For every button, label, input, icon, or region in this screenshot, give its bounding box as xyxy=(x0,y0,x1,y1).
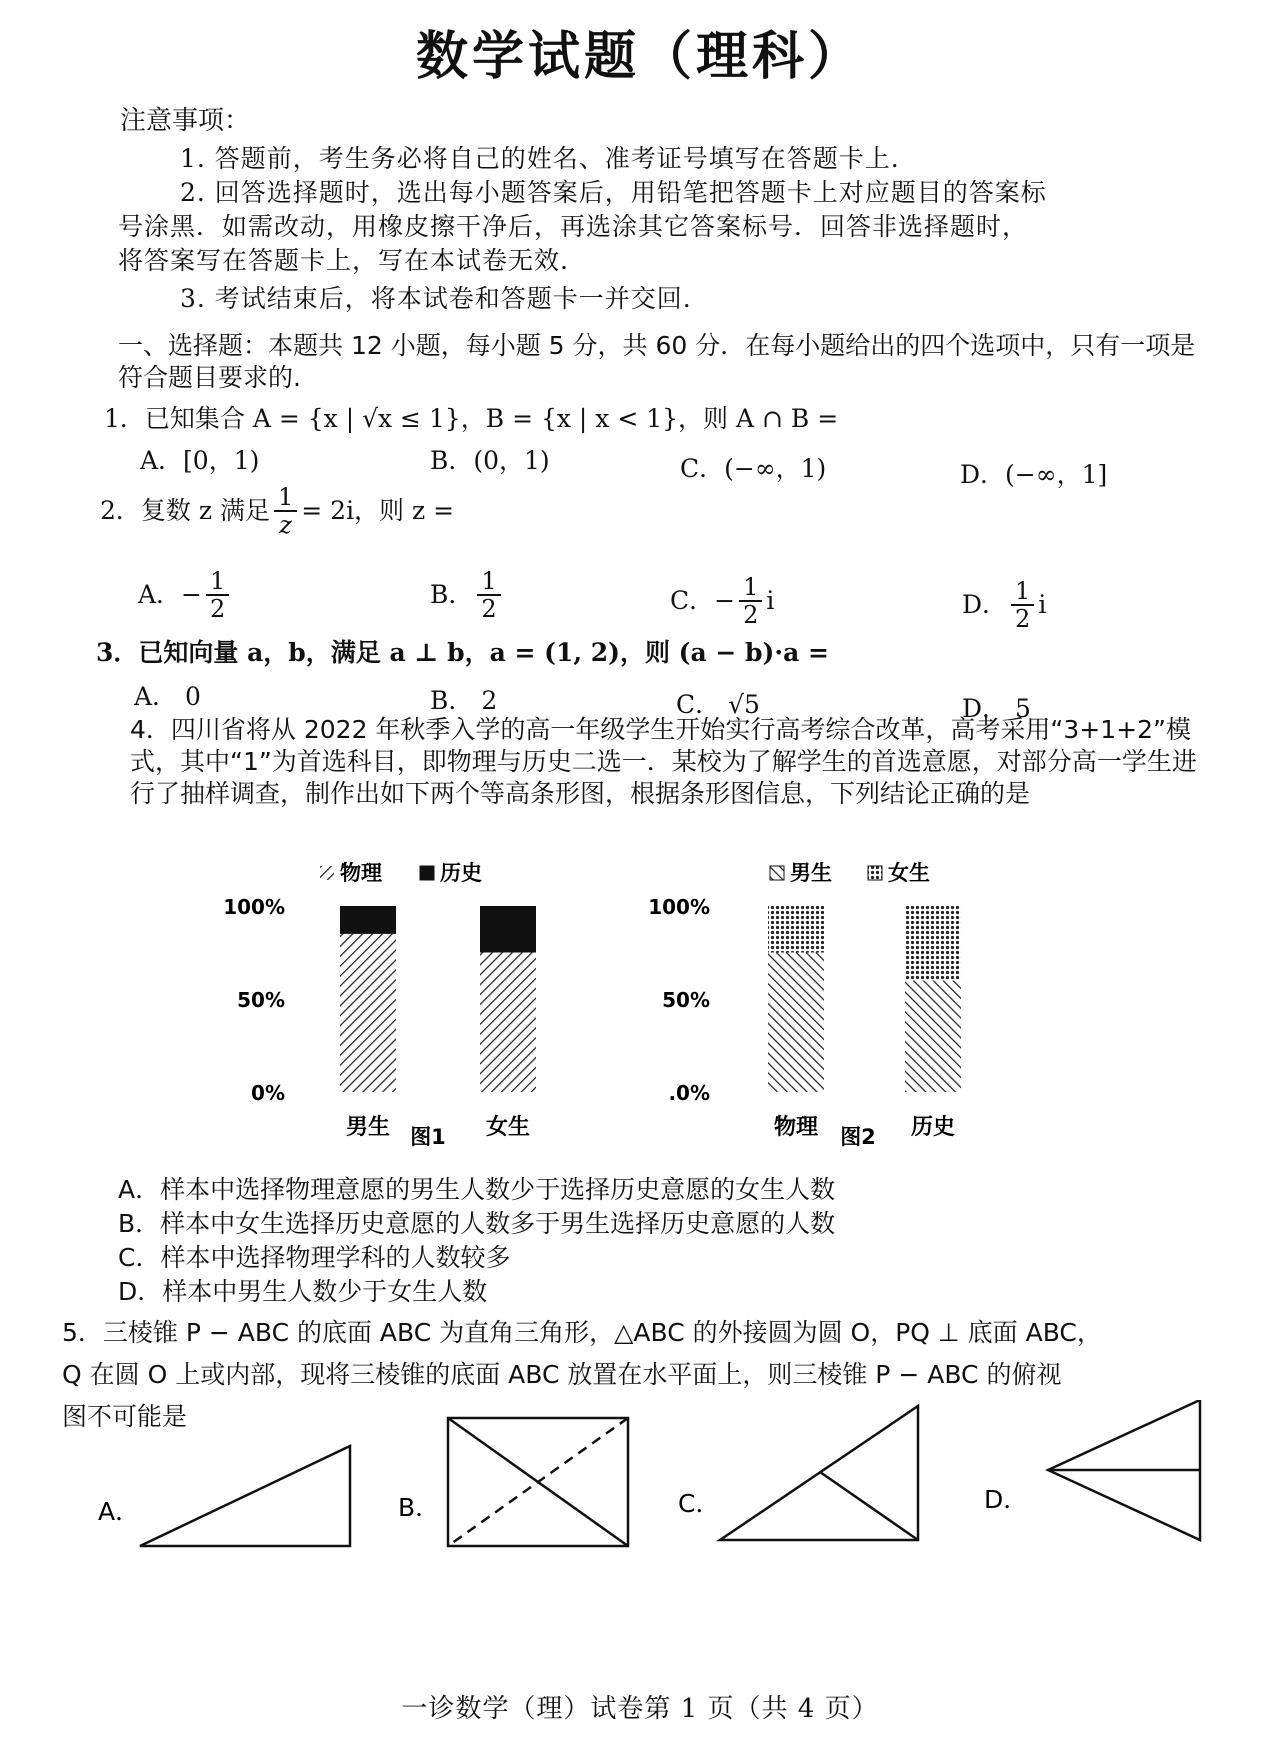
question-3-stem: 3．已知向量 a，b，满足 a ⊥ b，a = (1, 2)，则 (a − b)·a = xyxy=(96,638,829,667)
page-footer: 一诊数学（理）试卷第 1 页（共 4 页） xyxy=(401,1694,879,1724)
q5-option-d-label: D． xyxy=(984,1485,1029,1514)
q2-d-suffix: i xyxy=(1038,590,1047,619)
notice-item-1: 1. 答题前，考生务必将自己的姓名、准考证号填写在答题卡上. xyxy=(180,144,900,173)
q2-a-den: 2 xyxy=(210,595,226,623)
x-label-2-0: 物理 xyxy=(773,1115,819,1140)
q3-option-d: D． 5 xyxy=(962,694,1031,723)
q1-option-d: D．(−∞，1] xyxy=(960,460,1108,489)
q3-option-c: C． √5 xyxy=(676,690,760,719)
notice-heading: 注意事项： xyxy=(120,106,251,136)
bar-1-女生-物理 xyxy=(480,953,536,1093)
question-1-stem: 1．已知集合 A = {x | √x ≤ 1}，B = {x | x < 1}，则 A ∩ B = xyxy=(104,404,839,433)
q1-option-b: B．(0，1) xyxy=(430,446,550,475)
page-title: 数学试题（理科） xyxy=(415,26,864,87)
q2-option-a xyxy=(138,568,233,622)
q1-option-a: A．[0，1) xyxy=(140,446,260,475)
q2-frac-num: 1 xyxy=(274,484,297,512)
chart-2 xyxy=(648,861,961,1149)
q2-b-label: B． xyxy=(430,580,474,609)
legend-swatch-1-2 xyxy=(420,866,434,880)
q2-d-num: 1 xyxy=(1011,578,1034,606)
legend-label-2-1: 男生 xyxy=(790,861,832,885)
q2-prefix: 2．复数 z 满足 xyxy=(100,496,270,525)
q2-d-frac xyxy=(1011,578,1034,632)
q5-line-1: 5．三棱锥 P − ABC 的底面 ABC 为直角三角形，△ABC 的外接圆为圆 O，PQ ⊥ 底面 ABC， xyxy=(62,1318,1102,1347)
x-label-1-1: 女生 xyxy=(485,1115,531,1140)
q2-option-d xyxy=(962,578,1046,632)
q4-option-d: D．样本中男生人数少于女生人数 xyxy=(118,1277,488,1306)
q2-b-den: 2 xyxy=(481,595,497,623)
legend-label-1-1: 物理 xyxy=(340,861,382,885)
y-tick-2-2: 100% xyxy=(648,895,710,919)
notice-item-2: 2. 回答选择题时，选出每小题答案后，用铅笔把答题卡上对应题目的答案标 xyxy=(180,178,1047,207)
q3-option-a: A． 0 xyxy=(134,682,201,711)
notice-item-3: 3. 考试结束后，将本试卷和答题卡一并交回. xyxy=(180,284,692,313)
q2-d-den: 2 xyxy=(1015,605,1031,633)
q5-option-b-label: B． xyxy=(398,1493,441,1522)
legend-label-1-2: 历史 xyxy=(440,861,482,885)
q2-a-num: 1 xyxy=(206,568,229,596)
legend-swatch-1-1 xyxy=(320,866,334,880)
q5-options-figures xyxy=(0,1400,1280,1580)
y-tick-1-2: 100% xyxy=(223,895,285,919)
question-4-stem: 4．四川省将从 2022 年秋季入学的高一年级学生开始实行高考综合改革，高考采用“3+1+2”模式，其中“1”为首选科目，即物理与历史二选一．某校为了解学生的首选意愿，对部分高一学生进行了抽样调查，制作出如下两个等高条形图，根据条形图信息，下列结论正确的是 xyxy=(130,715,1197,808)
q5-line-3: 图不可能是 xyxy=(62,1402,188,1431)
y-tick-1-1: 50% xyxy=(237,988,285,1012)
bar-2-历史-女生 xyxy=(905,906,961,980)
q2-fraction xyxy=(274,484,297,538)
legend-swatch-2-1 xyxy=(770,866,784,880)
q5-option-a-triangle xyxy=(140,1446,350,1546)
bar-1-男生-历史 xyxy=(340,906,396,934)
q2-b-num: 1 xyxy=(477,568,500,596)
notice-item-2-cont2: 将答案写在答题卡上，写在本试卷无效. xyxy=(118,246,569,275)
q2-suffix: = 2i，则 z = xyxy=(301,496,455,525)
question-2-stem xyxy=(100,484,454,538)
q2-c-suffix: i xyxy=(766,586,775,615)
q2-c-label: C．− xyxy=(670,586,736,615)
q5-option-c-label: C． xyxy=(678,1489,721,1518)
bar-2-物理-男生 xyxy=(768,953,824,1093)
q5-option-a-label: A． xyxy=(98,1497,141,1526)
legend-swatch-2-2 xyxy=(868,866,882,880)
bar-1-男生-物理 xyxy=(340,934,396,1092)
bar-1-女生-历史 xyxy=(480,906,536,953)
q5-option-c-segment xyxy=(820,1472,918,1540)
legend-label-2-2: 女生 xyxy=(888,861,930,885)
bar-2-物理-女生 xyxy=(768,906,824,953)
q2-c-num: 1 xyxy=(739,574,762,602)
q2-option-b xyxy=(430,568,505,622)
q2-a-label: A．− xyxy=(138,580,203,609)
q2-c-frac xyxy=(739,574,762,628)
q1-option-c: C．(−∞，1) xyxy=(680,454,827,483)
x-label-2-1: 历史 xyxy=(910,1115,956,1140)
q2-option-c xyxy=(670,574,774,628)
q4-option-a: A．样本中选择物理意愿的男生人数少于选择历史意愿的女生人数 xyxy=(118,1175,836,1204)
q2-c-den: 2 xyxy=(743,601,759,629)
chart-1 xyxy=(223,861,536,1149)
q2-d-label: D． xyxy=(962,590,1008,619)
chart-caption-1: 图1 xyxy=(410,1125,446,1149)
q2-frac-den: z xyxy=(279,511,292,539)
y-tick-2-0: .0% xyxy=(668,1081,710,1105)
section-heading: 一、选择题：本题共 12 小题，每小题 5 分，共 60 分．在每小题给出的四个选项中，只有一项是符合题目要求的. xyxy=(118,331,1196,392)
charts-figure xyxy=(0,860,1280,1160)
q2-b-frac xyxy=(477,568,500,622)
q5-line-2: Q 在圆 O 上或内部，现将三棱锥的底面 ABC 放置在水平面上，则三棱锥 P − ABC 的俯视 xyxy=(62,1360,1062,1389)
q3-option-b: B． 2 xyxy=(430,686,498,715)
q4-option-b: B．样本中女生选择历史意愿的人数多于男生选择历史意愿的人数 xyxy=(118,1209,836,1238)
y-tick-1-0: 0% xyxy=(251,1081,285,1105)
y-tick-2-1: 50% xyxy=(662,988,710,1012)
q4-option-c: C．样本中选择物理学科的人数较多 xyxy=(118,1243,511,1272)
chart-caption-2: 图2 xyxy=(840,1125,876,1149)
bar-2-历史-男生 xyxy=(905,980,961,1092)
q2-a-frac xyxy=(206,568,229,622)
x-label-1-0: 男生 xyxy=(345,1115,391,1140)
notice-item-2-cont: 号涂黑．如需改动，用橡皮擦干净后，再选涂其它答案标号．回答非选择题时， xyxy=(118,212,1029,241)
